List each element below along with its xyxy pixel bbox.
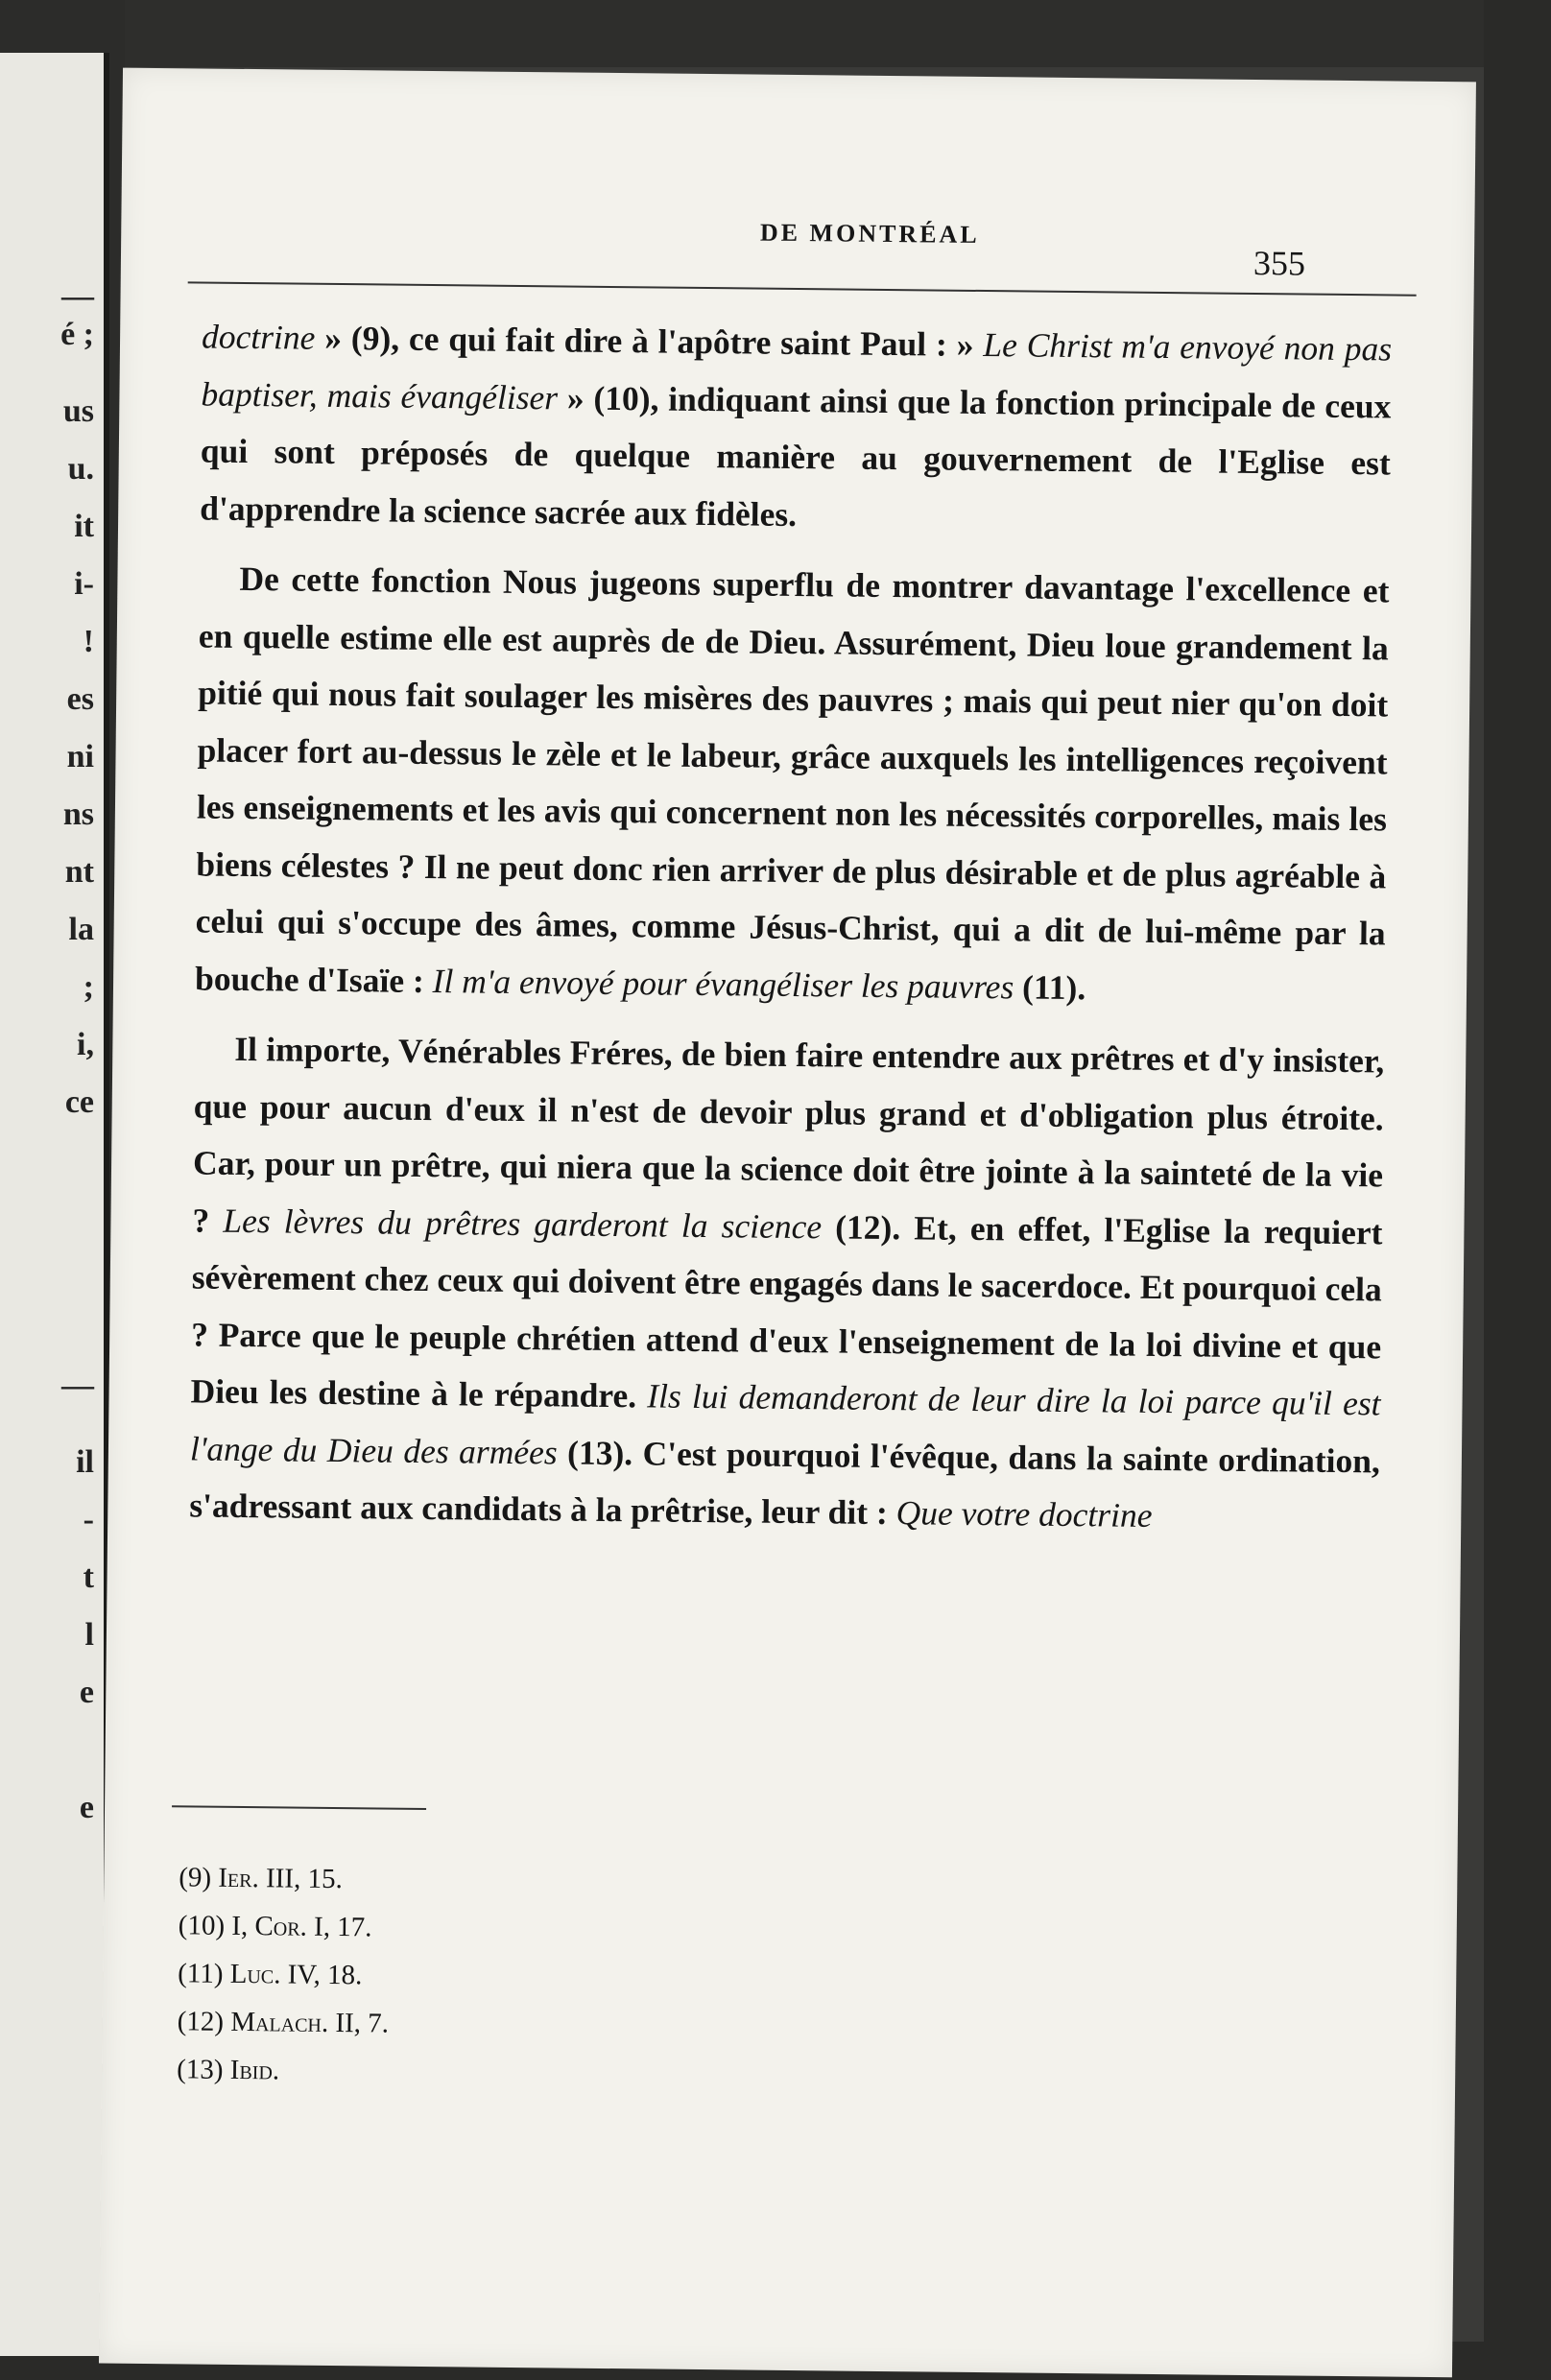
footnote-text: Ier. III, 15. <box>218 1862 343 1895</box>
footnote <box>177 1997 752 2051</box>
scanner-background-top <box>0 0 1551 67</box>
facing-fragment: l <box>84 1617 94 1653</box>
facing-fragment: us <box>62 393 94 429</box>
text-run: (12). Et, en effet, l'Eglise la requiert sévèrement chez ceux qui doivent être engagés dans le sacerdoce. Et pourquoi cela ? Parce que le peuple chrétien attend d'eux l'enseignement de la loi divine et que Dieu les destine à le répandre. <box>190 1206 1383 1416</box>
facing-fragment: — <box>61 1368 94 1403</box>
facing-fragment: es <box>66 681 94 717</box>
facing-fragment: ns <box>62 797 94 832</box>
italic-text: Les lèvres du prêtres garderont la science <box>223 1201 823 1246</box>
facing-fragment: la <box>68 912 94 947</box>
footnote <box>179 1853 754 1907</box>
book-page <box>99 68 1476 2378</box>
facing-fragment: ce <box>64 1084 94 1120</box>
facing-fragment: — <box>61 278 94 314</box>
facing-fragment: it <box>74 509 94 544</box>
facing-fragment: u. <box>67 451 94 487</box>
running-title: DE MONTRÉAL <box>759 218 980 249</box>
footnote-rule <box>172 1805 426 1810</box>
footnote <box>177 2045 752 2099</box>
italic-text: doctrine <box>201 317 316 357</box>
italic-text: Ils lui demanderont de leur dire la loi parce qu'il est l'ange du Dieu des armées <box>189 1376 1381 1471</box>
footnote-number: (9) <box>179 1862 212 1893</box>
facing-fragment: il <box>76 1444 94 1480</box>
footnote-number: (11) <box>178 1958 224 1989</box>
italic-text: Que votre doctrine <box>895 1493 1153 1535</box>
facing-fragment: ! <box>83 624 94 659</box>
facing-fragment: i, <box>77 1027 94 1062</box>
italic-text: Le Christ m'a envoyé non pas baptiser, mais évangéliser <box>201 325 1393 416</box>
italic-text: Il m'a envoyé pour évangéliser les pauvres <box>432 961 1014 1006</box>
text-run: (13). C'est pourquoi l'évêque, dans la sainte ordination, s'adressant aux candidats à la prêtrise, leur dit : <box>189 1432 1381 1533</box>
footnote-number: (10) <box>178 1910 226 1941</box>
page-number: 355 <box>1253 243 1306 283</box>
text-run: Il importe, Vénérables Fréres, de bien faire entendre aux prêtres et d'y insister, que pour aucun d'eux il n'est de devoir plus grand et d'obligation plus étroite. Car, pour un prêtre, qui niera que la science doit être jointe à la sainteté de la vie ? <box>192 1029 1385 1240</box>
text-run: (11). <box>1014 966 1086 1007</box>
paragraph-1 <box>200 308 1392 549</box>
facing-page-edge <box>0 53 109 2356</box>
facing-fragment: ni <box>66 739 94 774</box>
paragraph-2 <box>195 550 1390 1019</box>
text-run: » (10), indiquant ainsi que la fonction principale de ceux qui sont préposés de quelque manière au gouvernement de l'Eglise est d'apprendre la science sacrée aux fidèles. <box>200 377 1392 534</box>
footnote-number: (12) <box>177 2006 225 2037</box>
facing-fragment: ; <box>83 969 94 1005</box>
body-text <box>189 308 1392 1546</box>
footnote <box>179 1901 754 1955</box>
text-run: » (9), ce qui fait dire à l'apôtre saint Paul : » <box>315 318 984 365</box>
facing-fragment: e <box>79 1790 94 1825</box>
facing-fragment: e <box>79 1675 94 1710</box>
text-run: De cette fonction Nous jugeons superflu de montrer davantage l'excellence et en quelle estime elle est auprès de de Dieu. Assurément, Dieu loue grandement la pitié qui nous fait soulager les misères des pauvres ; mais qui peut nier qu'on doit placer fort au-dessus le zèle et le labeur, grâce auxquels les intelligences reçoivent les enseignements et les avis qui concernent non les nécessités corporelles, mais les biens célestes ? Il ne peut donc rien arriver de plus désirable et de plus agréable à celui qui s'occupe des âmes, comme Jésus-Christ, qui a dit de lui-même par la bouche d'Isaïe : <box>194 559 1390 1000</box>
header-rule <box>188 281 1417 296</box>
facing-fragment: é ; <box>60 317 94 352</box>
facing-fragment: - <box>83 1502 94 1537</box>
footnote <box>178 1949 753 2003</box>
footnote-text: I, Cor. I, 17. <box>231 1910 372 1943</box>
footnote-text: Luc. IV, 18. <box>229 1958 363 1991</box>
scanner-background-right <box>1484 0 1551 2380</box>
footnote-number: (13) <box>177 2054 224 2085</box>
footnote-text: Malach. II, 7. <box>230 2006 390 2039</box>
facing-fragment: t <box>83 1559 94 1595</box>
paragraph-3 <box>189 1020 1385 1546</box>
footnote-text: Ibid. <box>229 2054 280 2086</box>
footnotes <box>177 1853 755 2099</box>
facing-fragment: i- <box>74 566 94 602</box>
facing-fragment: nt <box>64 854 94 890</box>
